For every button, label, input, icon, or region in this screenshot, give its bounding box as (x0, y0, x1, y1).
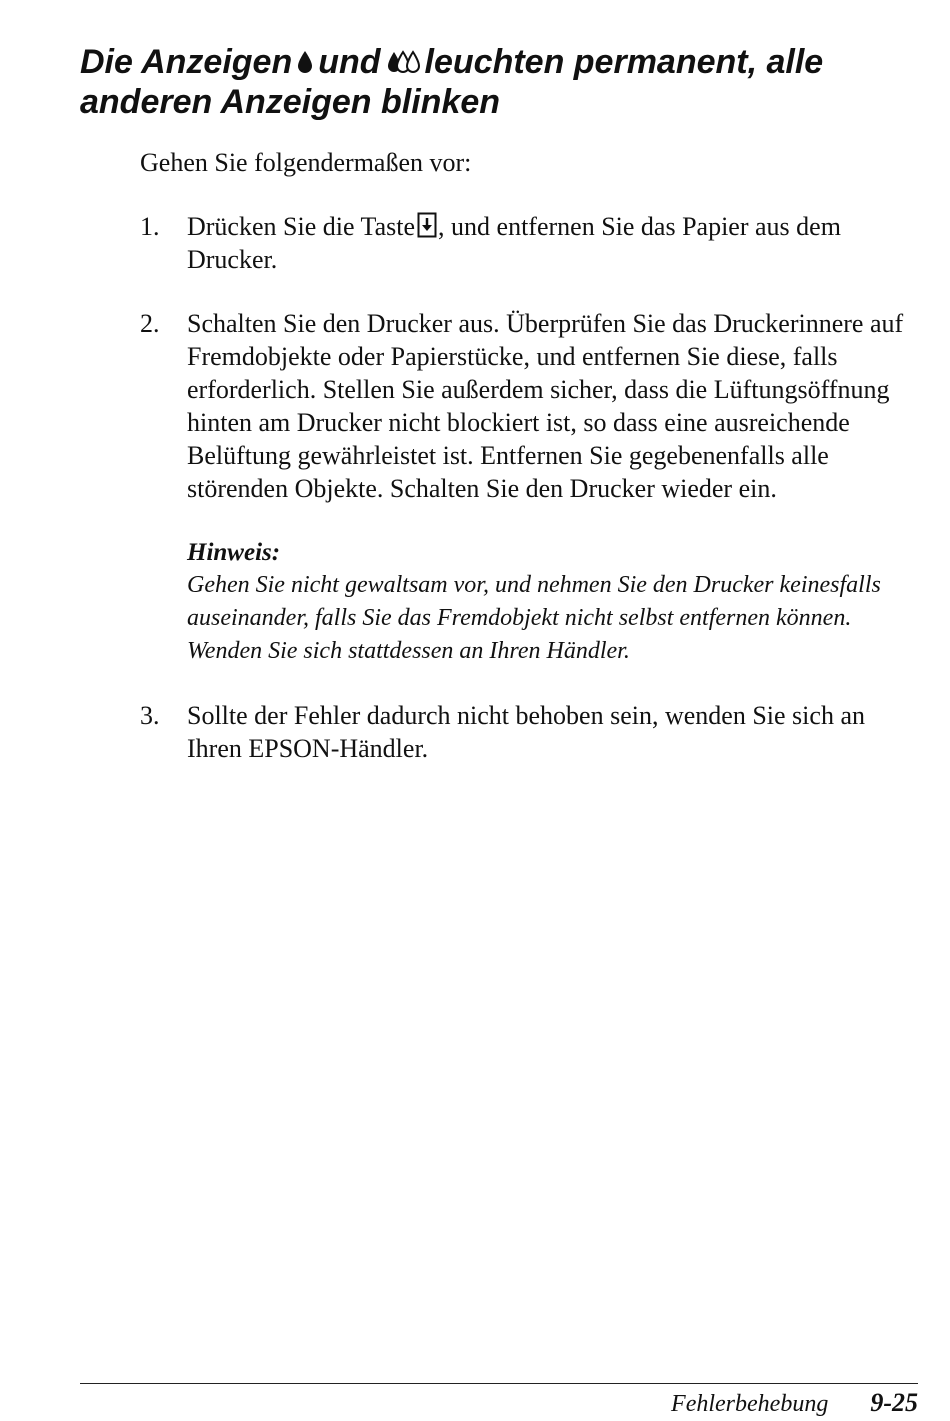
page-footer (671, 1388, 918, 1418)
note-box (140, 536, 916, 668)
heading-part-2: und (318, 43, 381, 81)
step-text-after: , und entfernen Sie das Papier aus dem Drucker. (187, 212, 841, 274)
step-number: 2. (140, 309, 160, 338)
step-number: 3. (140, 701, 160, 730)
step-text: Schalten Sie den Drucker aus. Überprüfen Sie das Druckerinnere auf Fremdobjekte oder Papierstücke, und entfernen Sie diese, falls erforderlich. Stellen Sie außerdem sicher, dass die Lüftungsöffnung hinten am Drucker nicht blockiert ist, so dass eine ausreichende Belüftung gewährleistet ist. Entfernen Sie gegebenenfalls alle störenden Objekte. Schalten Sie den Drucker wieder ein. (187, 309, 904, 503)
heading-part-3: leuchten permanent, alle anderen Anzeigen blinken (80, 43, 824, 121)
intro-text: Gehen Sie folgendermaßen vor: (140, 148, 472, 177)
page-body (140, 146, 916, 765)
list-item (140, 307, 916, 505)
paper-eject-key-icon (417, 212, 437, 238)
step-number: 1. (140, 212, 160, 241)
note-text: Gehen Sie nicht gewaltsam vor, und nehmen Sie den Drucker keinesfalls auseinander, falls Sie das Fremdobjekt nicht selbst entfernen können. Wenden Sie sich stattdessen an Ihren Händler. (187, 572, 881, 664)
ink-drop-icon (296, 49, 314, 75)
heading-part-1: Die Anzeigen (80, 43, 293, 81)
page-number: 9-25 (870, 1388, 918, 1417)
step-text: Sollte der Fehler dadurch nicht behoben sein, wenden Sie sich an Ihren EPSON-Händler. (187, 701, 865, 763)
step-text-before: Drücken Sie die Taste (187, 212, 416, 241)
list-item (140, 210, 916, 276)
note-title: Hinweis: (187, 539, 281, 566)
footer-section-title: Fehlerbehebung (671, 1391, 829, 1417)
ink-drops-icon (385, 49, 421, 75)
footer-divider (80, 1383, 918, 1384)
page-heading (80, 42, 920, 122)
list-item (140, 699, 916, 765)
